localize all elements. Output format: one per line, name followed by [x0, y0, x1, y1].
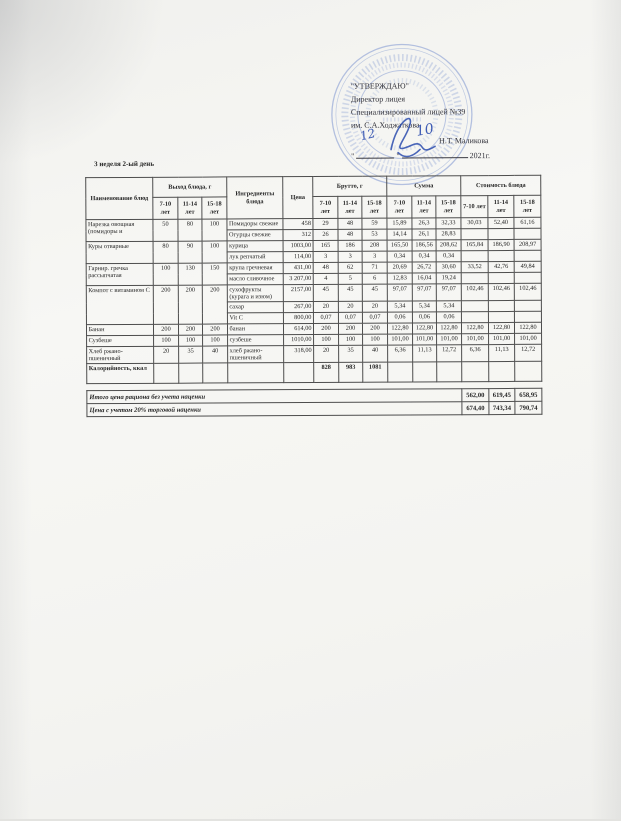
- out-cell: 100: [202, 241, 227, 263]
- cost-cell: 102,46: [488, 283, 514, 300]
- cost-cell: 102,46: [461, 284, 488, 301]
- gross-cell: 35: [339, 345, 363, 362]
- ingredient-cell: банан: [227, 324, 283, 335]
- dish-name-cell: Компот с витамином С: [86, 285, 153, 324]
- totals-value: 790,74: [515, 401, 542, 414]
- gross-cell: 3: [362, 251, 387, 262]
- totals-table: [86, 388, 542, 417]
- header-age-col: 11-14 лет: [338, 196, 362, 218]
- sum-cell: 32,33: [436, 218, 461, 229]
- gross-cell: 0,07: [338, 312, 362, 323]
- header-age-col: 7-10 лет: [153, 197, 178, 219]
- cost-cell: [488, 228, 514, 239]
- sum-cell: 14,14: [387, 229, 412, 240]
- calories-value-cell: 983: [339, 362, 363, 382]
- gross-cell: 48: [313, 262, 338, 273]
- gross-cell: 0,07: [313, 312, 338, 323]
- sum-cell: 28,83: [436, 229, 461, 240]
- gross-cell: 3: [313, 251, 338, 262]
- out-cell: 40: [203, 346, 228, 363]
- out-cell: 35: [179, 346, 203, 363]
- sum-cell: 5,34: [436, 301, 461, 312]
- sum-cell: 101,00: [437, 334, 462, 345]
- out-cell: 200: [202, 324, 227, 335]
- handwritten-day: 12: [358, 126, 376, 143]
- signer-name: Н.Т. Маликова: [439, 134, 489, 147]
- gross-cell: 29: [313, 218, 338, 229]
- gross-cell: 3: [338, 251, 362, 262]
- ingredient-cell: сухофрукты (курага и изюм): [227, 285, 283, 302]
- sum-cell: 122,80: [436, 323, 461, 334]
- sum-cell: 0,06: [387, 312, 412, 323]
- cost-cell: 101,00: [515, 333, 542, 344]
- cost-cell: 30,03: [461, 218, 488, 229]
- gross-cell: 20: [338, 301, 362, 312]
- out-cell: 130: [178, 263, 202, 285]
- sum-cell: 19,24: [436, 273, 461, 284]
- cost-cell: [514, 300, 541, 311]
- sum-cell: 101,00: [413, 334, 437, 345]
- header-age-col: 15-18 лет: [436, 196, 461, 218]
- gross-cell: 100: [339, 334, 363, 345]
- totals-value: 674,40: [462, 402, 489, 415]
- approval-position: Директор лицея: [351, 92, 521, 106]
- price-cell: 3 207,00: [283, 273, 313, 284]
- out-cell: 200: [178, 324, 202, 335]
- gross-cell: 26: [313, 229, 338, 240]
- ingredient-cell: масло сливочное: [227, 274, 283, 285]
- out-cell: 90: [178, 241, 202, 263]
- cost-cell: [514, 250, 541, 261]
- cost-cell: 122,80: [462, 323, 489, 334]
- dish-name-cell: Куры отварные: [86, 241, 153, 263]
- header-age-col: 11-14 лет: [412, 196, 436, 218]
- calories-row: [87, 361, 542, 383]
- cost-cell: 122,80: [515, 322, 542, 333]
- gross-cell: 20: [362, 301, 387, 312]
- gross-cell: 59: [362, 218, 387, 229]
- approval-word: "УТВЕРЖДАЮ": [351, 79, 521, 93]
- cost-cell: 101,00: [489, 333, 515, 344]
- out-cell: 100: [154, 335, 179, 346]
- sum-cell: 208,62: [436, 240, 461, 251]
- approval-org-name: им. С.А.Ходжаткова: [351, 118, 521, 132]
- handwritten-month: 10: [415, 121, 435, 140]
- sum-cell: 5,34: [387, 301, 412, 312]
- cost-cell: [461, 312, 488, 323]
- gross-cell: 200: [338, 323, 362, 334]
- gross-cell: 186: [338, 240, 362, 251]
- header-dish-name: Наименование блюд: [86, 177, 153, 219]
- header-age-col: 15-18 лет: [362, 196, 387, 218]
- gross-cell: 48: [338, 229, 362, 240]
- ingredient-cell: [228, 363, 284, 383]
- gross-cell: 45: [362, 284, 387, 301]
- quote-close: ": [396, 152, 399, 161]
- price-cell: 267,00: [283, 301, 313, 312]
- cost-cell: [514, 272, 541, 283]
- price-cell: 431,00: [283, 262, 313, 273]
- price-cell: 614,00: [283, 323, 313, 334]
- ingredient-cell: курица: [227, 241, 283, 252]
- cost-cell: 102,46: [514, 283, 541, 300]
- out-cell: [179, 363, 203, 383]
- sum-cell: 0,34: [387, 251, 412, 262]
- cost-cell: [488, 300, 514, 311]
- sum-cell: 20,69: [387, 262, 412, 273]
- gross-cell: 53: [362, 229, 387, 240]
- cost-cell: [489, 361, 515, 381]
- header-age-col: 15-18 лет: [514, 195, 541, 217]
- cost-cell: [461, 251, 488, 262]
- out-cell: 100: [179, 335, 203, 346]
- cost-cell: 165,84: [461, 240, 488, 251]
- price-cell: 800,00: [283, 312, 313, 323]
- gross-cell: 4: [313, 273, 338, 284]
- sum-cell: 0,06: [436, 312, 461, 323]
- out-cell: 50: [153, 219, 178, 241]
- cost-cell: 42,76: [488, 261, 514, 272]
- gross-cell: 62: [338, 262, 362, 273]
- totals-value: 658,95: [515, 388, 542, 401]
- cost-cell: 122,80: [489, 322, 515, 333]
- gross-cell: 48: [338, 218, 362, 229]
- cost-cell: 101,00: [462, 334, 489, 345]
- sum-cell: 5,34: [412, 301, 436, 312]
- sum-cell: 16,04: [412, 273, 436, 284]
- totals-label: Цена с учетом 20% торговой наценки: [87, 402, 462, 417]
- dish-name-cell: Сузбеше: [87, 335, 154, 346]
- cost-cell: 33,52: [461, 262, 488, 273]
- out-cell: 80: [153, 241, 178, 263]
- header-age-col: 7-10 лет: [313, 196, 338, 218]
- page-title: 3 неделя 2-ый день: [94, 160, 154, 168]
- cost-cell: [488, 311, 514, 322]
- out-cell: [203, 363, 228, 383]
- out-cell: 150: [202, 263, 227, 285]
- price-cell: 1003,00: [283, 240, 313, 251]
- ingredient-cell: Помидоры свежие: [227, 219, 283, 230]
- sum-cell: 165,50: [387, 240, 412, 251]
- gross-cell: 71: [362, 262, 387, 273]
- gross-cell: 20: [313, 301, 338, 312]
- header-age-col: 15-18 лет: [202, 197, 227, 219]
- out-cell: 200: [153, 324, 178, 335]
- dish-name-cell: Банан: [86, 324, 153, 335]
- totals-label: Итого цена рациона без учета наценки: [87, 389, 462, 404]
- quote-open: ": [351, 152, 354, 161]
- gross-cell: 208: [362, 240, 387, 251]
- header-age-col: 11-14 лет: [178, 197, 202, 219]
- sum-cell: 97,07: [436, 284, 461, 301]
- cost-cell: [514, 311, 541, 322]
- sum-cell: 26,72: [412, 262, 436, 273]
- sum-cell: 12,72: [437, 345, 462, 362]
- sum-cell: 30,60: [436, 262, 461, 273]
- menu-table: [85, 175, 542, 384]
- header-sum: Сумма: [387, 176, 461, 196]
- ingredient-cell: лук репчатый: [227, 252, 283, 263]
- sum-cell: 122,80: [387, 323, 412, 334]
- signature-scribble-icon: [371, 105, 456, 161]
- sum-cell: [413, 362, 437, 382]
- out-cell: 100: [202, 219, 227, 241]
- gross-cell: 6: [362, 273, 387, 284]
- sum-cell: 12,83: [387, 273, 412, 284]
- ingredient-cell: сузбеше: [228, 335, 284, 346]
- cost-cell: 208,97: [514, 239, 541, 250]
- cost-cell: 11,13: [489, 344, 515, 361]
- price-cell: 312: [283, 229, 313, 240]
- sum-cell: 186,56: [412, 240, 436, 251]
- gross-cell: 0,07: [362, 312, 387, 323]
- out-cell: 200: [178, 285, 202, 324]
- sum-cell: [388, 362, 413, 382]
- header-age-col: 7-10 лет: [387, 196, 412, 218]
- sum-cell: 101,00: [388, 334, 413, 345]
- cost-cell: 52,40: [488, 217, 514, 228]
- approval-org: Специализированный лицей №39: [351, 105, 521, 119]
- sum-cell: 26,3: [412, 218, 436, 229]
- cost-cell: 61,16: [514, 217, 541, 228]
- sum-cell: 0,34: [412, 251, 436, 262]
- gross-cell: 100: [363, 334, 388, 345]
- header-gross: Брутто, г: [313, 176, 387, 196]
- header-cost: Стоимость блюда: [461, 175, 541, 195]
- price-cell: 318,00: [284, 345, 314, 362]
- calories-value-cell: 828: [314, 362, 339, 382]
- cost-cell: 186,90: [488, 239, 514, 250]
- gross-cell: 200: [362, 323, 387, 334]
- sum-cell: 6,36: [388, 345, 413, 362]
- gross-cell: 200: [313, 323, 338, 334]
- cost-cell: [462, 362, 489, 382]
- cost-cell: 49,84: [514, 261, 541, 272]
- totals-value: 743,34: [489, 401, 515, 414]
- out-cell: 20: [154, 346, 179, 363]
- gross-cell: 45: [338, 284, 362, 301]
- out-cell: 200: [153, 285, 178, 324]
- price-cell: 114,00: [283, 251, 313, 262]
- cost-cell: [488, 250, 514, 261]
- price-cell: 458: [283, 218, 313, 229]
- sum-cell: 122,80: [412, 323, 436, 334]
- sum-cell: 11,13: [413, 345, 437, 362]
- sum-cell: 15,89: [387, 218, 412, 229]
- out-cell: 80: [178, 219, 202, 241]
- calories-value-cell: 1081: [363, 362, 388, 382]
- date-year: 2021г.: [470, 151, 490, 160]
- header-ingredients: Ингредиенты блюда: [227, 177, 283, 219]
- price-cell: 1010,00: [284, 334, 314, 345]
- ingredient-cell: хлеб ржано-пшеничный: [228, 346, 284, 363]
- price-cell: 2157,00: [283, 284, 313, 301]
- cost-cell: [514, 228, 541, 239]
- out-cell: 200: [202, 285, 227, 324]
- cost-cell: [461, 301, 488, 312]
- cost-cell: 12,72: [515, 344, 542, 361]
- totals-value: 619,45: [489, 388, 515, 401]
- gross-cell: 100: [314, 334, 339, 345]
- sum-cell: 97,07: [412, 284, 436, 301]
- dish-name-cell: Гарнир. гречка рассыпчатая: [86, 263, 153, 285]
- dish-name-cell: Хлеб ржано-пшеничный: [87, 346, 154, 363]
- totals-value: 562,00: [462, 389, 489, 402]
- cost-cell: [461, 273, 488, 284]
- calories-label-cell: Калорийность, ккал: [87, 363, 154, 383]
- gross-cell: 5: [338, 273, 362, 284]
- gross-cell: 45: [313, 284, 338, 301]
- totals-row: [87, 401, 542, 416]
- cost-cell: 6,36: [462, 345, 489, 362]
- ingredient-cell: крупа гречневая: [227, 263, 283, 274]
- sum-cell: 26,1: [412, 229, 436, 240]
- dish-name-cell: Нарезка овощная (помидоры и: [86, 219, 153, 241]
- sum-cell: 97,07: [387, 284, 412, 301]
- cost-cell: [515, 361, 542, 381]
- out-cell: [154, 363, 179, 383]
- sum-cell: [437, 362, 462, 382]
- price-cell: [284, 362, 314, 382]
- ingredient-cell: Огурцы свежие: [227, 230, 283, 241]
- out-cell: 100: [153, 263, 178, 285]
- gross-cell: 20: [314, 345, 339, 362]
- gross-cell: 40: [363, 345, 388, 362]
- out-cell: 100: [203, 335, 228, 346]
- ingredient-cell: сахар: [227, 302, 283, 313]
- cost-cell: [488, 272, 514, 283]
- ingredient-cell: Vit C: [227, 313, 283, 324]
- sum-cell: 0,06: [412, 312, 436, 323]
- header-price: Цена: [283, 176, 313, 218]
- gross-cell: 165: [313, 240, 338, 251]
- header-age-col: 11-14 лет: [488, 195, 514, 217]
- header-age-col: 7-10 лет: [461, 196, 488, 218]
- header-out: Выход блюда, г: [153, 177, 227, 197]
- cost-cell: [461, 229, 488, 240]
- sum-cell: 0,34: [436, 251, 461, 262]
